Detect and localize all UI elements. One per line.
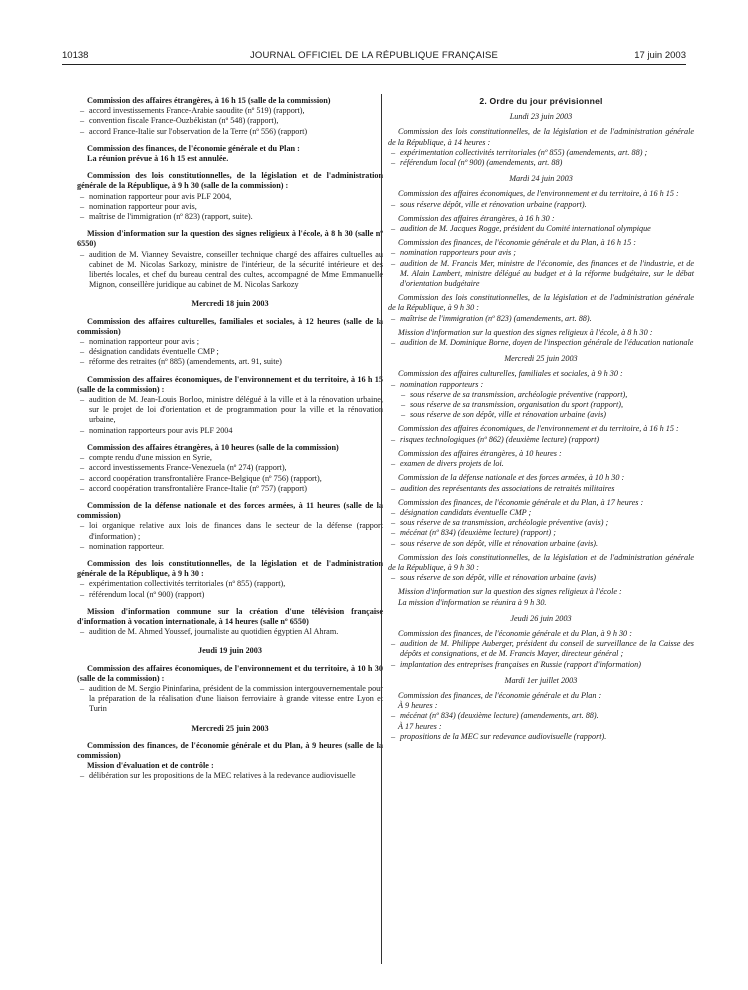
left-column [77, 96, 383, 789]
entry-heading: Commission de la défense nationale et des forces armées, à 11 heures (salle de la commission) [77, 500, 383, 521]
entry-note: Mission d'évaluation et de contrôle : [87, 761, 214, 771]
item-list [77, 684, 383, 715]
item-list [388, 380, 694, 390]
agenda-item: – référendum local (nº 900) (rapport) [89, 590, 383, 600]
item-list [77, 627, 383, 637]
day-heading: Jeudi 26 juin 2003 [510, 613, 572, 623]
item-list [77, 453, 383, 494]
agenda-entry [388, 189, 694, 209]
item-list [77, 106, 383, 137]
entry-heading: Commission des finances, de l'économie générale et du Plan : [398, 690, 602, 700]
item-list [77, 395, 383, 436]
entry-note: La mission d'information se réunira à 9 h 30. [398, 597, 547, 607]
item-list [388, 435, 694, 445]
agenda-item: – nomination rapporteurs : [400, 380, 694, 390]
agenda-item: – audition de M. Vianney Sevaistre, conseiller technique chargé des affaires cultuelles au cabinet de M. Nicolas Sarkozy, ministre de l'intérieur, de la sécurité intérieure et des libertés locales, et chef du bureau central des cultes, accompagné de Mme Emmanuelle Mignon, conseillère juridique au cabinet de M. Nicolas Sarkozy [89, 250, 383, 291]
item-list [77, 192, 383, 223]
right-column-body [388, 112, 694, 742]
agenda-entry [77, 375, 383, 436]
day-heading: Mardi 24 juin 2003 [509, 174, 573, 184]
agenda-item: – accord investissements France-Arabie saoudite (nº 519) (rapport), [89, 106, 383, 116]
agenda-entry [388, 424, 694, 444]
header-rule [62, 64, 686, 65]
entry-heading: Mission d'information sur la question des signes religieux à l'école : [398, 587, 622, 597]
agenda-item: – expérimentation collectivités territoriales (nº 855) (amendements, art. 88) ; [400, 148, 694, 158]
agenda-entry [388, 293, 694, 324]
agenda-entry [77, 171, 383, 222]
agenda-item: – accord coopération transfrontalière France-Belgique (nº 756) (rapport), [89, 474, 383, 484]
right-column [388, 96, 694, 746]
agenda-item: – examen de divers projets de loi. [400, 459, 694, 469]
agenda-entry [77, 144, 383, 164]
agenda-item: – audition de M. Philippe Auberger, président du conseil de surveillance de la Caisse des dépôts et consignations, et de M. Francis Mayer, directeur général ; [400, 639, 694, 659]
agenda-item: – audition de M. Jacques Rogge, président du Comité international olympique [400, 224, 694, 234]
entry-heading: Commission des finances, de l'économie générale et du Plan, à 16 h 15 : [398, 238, 637, 248]
agenda-item: – accord coopération transfrontalière France-Italie (nº 757) (rapport) [89, 484, 383, 494]
agenda-entry [388, 498, 694, 549]
sub-item-list [388, 390, 694, 421]
item-list [388, 200, 694, 210]
entry-heading: Commission des affaires économiques, de l'environnement et du territoire, à 16 h 15 (salle de la commission) : [77, 374, 383, 394]
agenda-item: – désignation candidats éventuelle CMP ; [400, 508, 694, 518]
agenda-entry [77, 443, 383, 494]
entry-heading: Mission d'information sur la question des signes religieux à l'école, à 8 h 30 (salle nº 6550) [77, 229, 383, 249]
agenda-entry [77, 607, 383, 638]
agenda-item: – nomination rapporteurs pour avis ; [400, 248, 694, 258]
entry-heading: Commission des affaires économiques, de l'environnement et du territoire, à 10 h 30 (salle de la commission) : [77, 663, 383, 683]
entry-heading: Commission des finances, de l'économie générale et du Plan, à 17 heures : [398, 497, 644, 507]
agenda-item: – compte rendu d'une mission en Syrie, [89, 453, 383, 463]
page-number: 10138 [62, 50, 89, 61]
agenda-item: – accord France-Italie sur l'observation de la Terre (nº 556) (rapport) [89, 127, 383, 137]
entry-heading: Commission des lois constitutionnelles, de la législation et de l'administration générale de la République, à 9 h 30 (salle de la commission) : [77, 171, 383, 191]
day-heading: Mercredi 18 juin 2003 [191, 299, 269, 309]
agenda-entry [388, 127, 694, 168]
agenda-item: – sous réserve de son dépôt, ville et rénovation urbaine (avis) [410, 410, 694, 420]
issue-date: 17 juin 2003 [634, 50, 686, 61]
agenda-item: – nomination rapporteur pour avis, [89, 202, 383, 212]
item-list [388, 314, 694, 324]
agenda-entry [388, 587, 694, 607]
agenda-entry [388, 449, 694, 469]
agenda-item: – mécénat (nº 834) (deuxième lecture) (rapport) ; [400, 528, 694, 538]
entry-heading: Commission des affaires étrangères, à 10 heures : [398, 448, 562, 458]
agenda-item: – nomination rapporteurs pour avis PLF 2004 [89, 426, 383, 436]
entry-heading: Commission des affaires étrangères, à 16 h 15 (salle de la commission) [87, 96, 331, 105]
entry-heading: Commission des affaires culturelles, familiales et sociales, à 12 heures (salle de la commission) [77, 316, 383, 336]
entry-heading: Commission des affaires économiques, de l'environnement et du territoire, à 16 h 15 : [398, 424, 679, 434]
item-list [388, 639, 694, 670]
agenda-entry [77, 741, 383, 782]
agenda-entry [388, 369, 694, 420]
agenda-item: – délibération sur les propositions de la MEC relatives à la redevance audiovisuelle [89, 771, 383, 781]
entry-heading: Commission des lois constitutionnelles, de la législation et de l'administration générale de la République, à 9 h 30 : [388, 293, 694, 313]
entry-heading: Mission d'information sur la question des signes religieux à l'école, à 8 h 30 : [398, 327, 653, 337]
entry-heading: Commission des finances, de l'économie générale et du Plan : [87, 143, 300, 153]
agenda-entry [388, 629, 694, 670]
agenda-item: – accord investissements France-Venezuela (nº 274) (rapport), [89, 463, 383, 473]
entry-heading: Commission des affaires étrangères, à 16 h 30 : [398, 213, 555, 223]
day-heading: Mercredi 25 juin 2003 [504, 354, 578, 364]
agenda-item: – nomination rapporteur. [89, 542, 383, 552]
agenda-item: – risques technologiques (nº 862) (deuxième lecture) (rapport) [400, 435, 694, 445]
agenda-item: – sous réserve de son dépôt, ville et rénovation urbaine (avis). [400, 539, 694, 549]
entry-heading: Commission des lois constitutionnelles, de la législation et de l'administration générale de la République, à 9 h 30 : [388, 552, 694, 572]
agenda-item: – sous réserve de sa transmission, archéologie préventive (avis) ; [400, 518, 694, 528]
item-list [388, 148, 694, 168]
agenda-item: – maîtrise de l'immigration (nº 823) (amendements, art. 88). [400, 314, 694, 324]
item-list [388, 338, 694, 348]
entry-heading: Mission d'information commune sur la création d'une télévision française d'information à vocation internationale, à 14 heures (salle nº 6550) [77, 606, 383, 626]
agenda-item: – audition de M. Sergio Pininfarina, président de la commission intergouvernementale pour la préparation de la réalisation d'une liaison ferroviaire à grande vitesse entre Lyon et Turin [89, 684, 383, 715]
entry-heading: Commission des finances, de l'économie générale et du Plan, à 9 heures (salle de la commission) [77, 740, 383, 760]
agenda-item: – sous réserve de sa transmission, archéologie préventive (rapport), [410, 390, 694, 400]
agenda-item: – nomination rapporteur pour avis PLF 2004, [89, 192, 383, 202]
agenda-item: – expérimentation collectivités territoriales (nº 855) (rapport), [89, 579, 383, 589]
agenda-item: – implantation des entreprises françaises en Russie (rapport d'information) [400, 660, 694, 670]
agenda-item: – audition de M. Francis Mer, ministre de l'économie, des finances et de l'industrie, et de M. Alain Lambert, ministre délégué au budget et à la réforme budgétaire, sur le débat d'orientation budgétaire [400, 259, 694, 290]
agenda-item: – réforme des retraites (nº 885) (amendements, art. 91, suite) [89, 357, 383, 367]
journal-title: JOURNAL OFFICIEL DE LA RÉPUBLIQUE FRANÇAISE [249, 50, 499, 61]
agenda-entry [77, 229, 383, 290]
item-list [388, 224, 694, 234]
agenda-item: – sous réserve de son dépôt, ville et rénovation urbaine (avis) [400, 573, 694, 583]
entry-heading: Commission des affaires économiques, de l'environnement et du territoire, à 16 h 15 : [398, 189, 679, 199]
item-list [388, 484, 694, 494]
item-list [77, 521, 383, 552]
section-title: 2. Ordre du jour prévisionnel [479, 96, 603, 106]
entry-note: À 17 heures : [398, 721, 442, 731]
agenda-entry [388, 553, 694, 584]
agenda-item: – nomination rapporteur pour avis ; [89, 337, 383, 347]
agenda-entry [388, 238, 694, 289]
item-list [388, 508, 694, 549]
day-heading: Jeudi 19 juin 2003 [198, 646, 262, 656]
agenda-item: – loi organique relative aux lois de finances dans le secteur de la défense (rapport d'information) ; [89, 521, 383, 541]
agenda-item: – convention fiscale France-Ouzbékistan (nº 548) (rapport), [89, 116, 383, 126]
day-heading: Lundi 23 juin 2003 [509, 112, 573, 122]
agenda-item: – audition de M. Dominique Borne, doyen de l'inspection générale de l'éducation nationale [400, 338, 694, 348]
item-list [77, 771, 383, 781]
item-list [388, 711, 694, 721]
entry-note: À 9 heures : [398, 701, 438, 711]
agenda-item: – sous réserve dépôt, ville et rénovation urbaine (rapport). [400, 200, 694, 210]
item-list [77, 337, 383, 368]
agenda-entry [388, 328, 694, 348]
entry-heading: Commission des affaires étrangères, à 10 heures (salle de la commission) [87, 442, 339, 452]
item-list [388, 459, 694, 469]
agenda-item: – audition des représentants des associations de retraités militaires [400, 484, 694, 494]
agenda-item: – désignation candidats éventuelle CMP ; [89, 347, 383, 357]
entry-heading: Commission des lois constitutionnelles, de la législation et de l'administration générale de la République, à 14 heures : [388, 127, 694, 147]
entry-heading: Commission des affaires culturelles, familiales et sociales, à 9 h 30 : [398, 369, 623, 379]
agenda-entry [77, 317, 383, 368]
agenda-item: – audition de M. Ahmed Youssef, journaliste au quotidien égyptien Al Ahram. [89, 627, 383, 637]
entry-heading: Commission des finances, de l'économie générale et du Plan, à 9 h 30 : [398, 628, 632, 638]
agenda-entry [77, 96, 383, 137]
item-list [388, 732, 694, 742]
agenda-entry [388, 473, 694, 493]
agenda-entry [388, 214, 694, 234]
day-heading: Mercredi 25 juin 2003 [191, 723, 269, 733]
item-list [388, 573, 694, 583]
agenda-item: – propositions de la MEC sur redevance audiovisuelle (rapport). [400, 732, 694, 742]
agenda-entry [77, 559, 383, 600]
column-divider [381, 94, 382, 964]
agenda-item: – référendum local (nº 900) (amendements, art. 88) [400, 158, 694, 168]
agenda-item: – sous réserve de sa transmission, organisation du sport (rapport), [410, 400, 694, 410]
item-list [388, 248, 694, 289]
agenda-entry [77, 664, 383, 715]
item-list [77, 579, 383, 599]
entry-note: La réunion prévue à 16 h 15 est annulée. [87, 154, 229, 164]
agenda-item: – maîtrise de l'immigration (nº 823) (rapport, suite). [89, 212, 383, 222]
agenda-item: – mécénat (nº 834) (deuxième lecture) (amendements, art. 88). [400, 711, 694, 721]
day-heading: Mardi 1er juillet 2003 [504, 675, 578, 685]
entry-heading: Commission de la défense nationale et des forces armées, à 10 h 30 : [398, 473, 625, 483]
entry-heading: Commission des lois constitutionnelles, de la législation et de l'administration générale de la République, à 9 h 30 : [77, 558, 383, 579]
agenda-item: – audition de M. Jean-Louis Borloo, ministre délégué à la ville et à la rénovation urbaine, sur le projet de loi d'orientation et de programmation pour la ville et la rénovation urbaine, [89, 395, 383, 426]
item-list [77, 250, 383, 291]
agenda-entry [388, 691, 694, 742]
agenda-entry [77, 501, 383, 552]
